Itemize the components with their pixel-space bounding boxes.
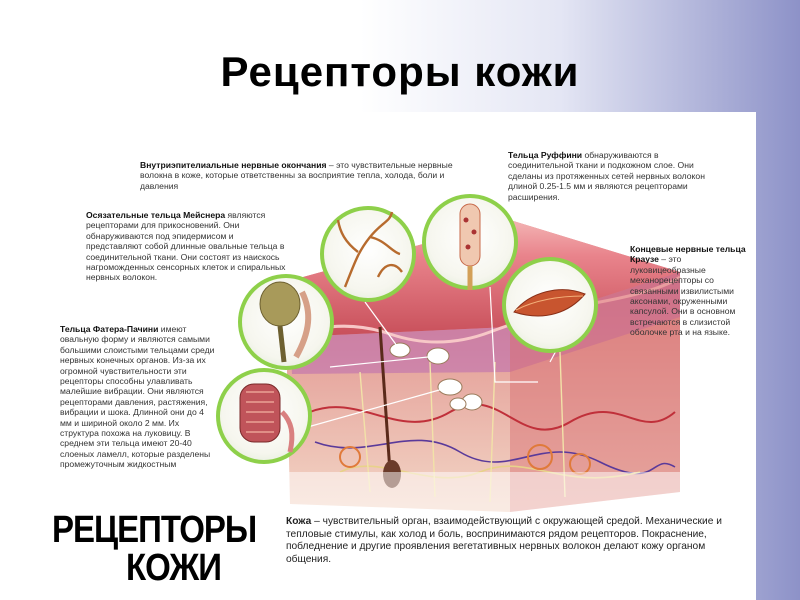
logo-title xyxy=(52,507,280,589)
ruffini-text: обнаруживаются в соединительной ткани и подкожном слое. Они сделаны из протяженных сетей нервных волокон длиной 0.25-1.5 мм и являются рецепторами расширения. xyxy=(508,150,705,202)
skin-text: – чувствительный орган, взаимодействующий с окружающей средой. Механические и тепловые стимулы, как холод и боль, воспринимаются рядом рецепторов. Покраснение, побледнение и другие проявления вегетативных нервных волокон делают кожу органом общения. xyxy=(286,516,722,565)
pacini-text: имеют овальную форму и являются самыми большими слоистыми тельцами среди нервных конечных органов. Из-за их огромной чувствительности эти рецепторы способны улавливать малейшие вибрации. Они являются рецепторами давления, растяжения, вибрации и шока. Длинной они до 4 мм и шириной около 2 мм. Их структура похожа на луковицу. В среднем эти тельца имеют 20-40 слоеных ламелл, которые разделены промежуточным жидкостным xyxy=(60,324,215,470)
logo-line-1: РЕЦЕПТОРЫ xyxy=(52,507,257,551)
krause-bubble xyxy=(504,259,596,351)
ruffini-note xyxy=(508,150,718,202)
krause-text: – это луковицеобразные механорецепторы со связанными извилистыми аксонами, окруженными капсулой. Они в основном встречаются в слизистой оболочке рта и на языке. xyxy=(630,254,736,338)
figure-panel xyxy=(40,112,756,600)
intraepithelial-bubble xyxy=(322,208,414,300)
krause-note xyxy=(630,244,752,338)
skin-description xyxy=(286,516,726,566)
pacini-heading: Тельца Фатера-Пачини xyxy=(60,324,159,334)
intraepithelial-heading: Внутриэпителиальные нервные окончания xyxy=(140,160,327,170)
krause-heading: Концевые нервные тельца Краузе xyxy=(630,244,746,265)
meissner-heading: Осязательные тельца Мейснера xyxy=(86,210,226,220)
meissner-text: являются рецепторами для прикосновений. Они обнаруживаются под эпидермисом и представляют собой длинные овальные тельца в соединительной ткани. Они состоят из наискось нагроможденных сенсорных клеток и спиральных нервных волокон. xyxy=(86,210,286,283)
skin-heading: Кожа xyxy=(286,516,312,527)
pacini-bubble xyxy=(218,370,310,462)
meissner-bubble xyxy=(240,276,332,368)
meissner-note xyxy=(86,210,286,283)
ruffini-bubble xyxy=(424,196,516,290)
intraepithelial-text: – это чувствительные нервные волокна в коже, которые ответственны за восприятие тепла, холода, боли и давления xyxy=(140,160,453,191)
logo-line-2: КОЖИ xyxy=(126,545,221,589)
ruffini-heading: Тельца Руффини xyxy=(508,150,583,160)
pacini-note xyxy=(60,324,216,470)
slide-title: Рецепторы кожи xyxy=(220,48,580,95)
intraepithelial-note xyxy=(140,160,460,191)
